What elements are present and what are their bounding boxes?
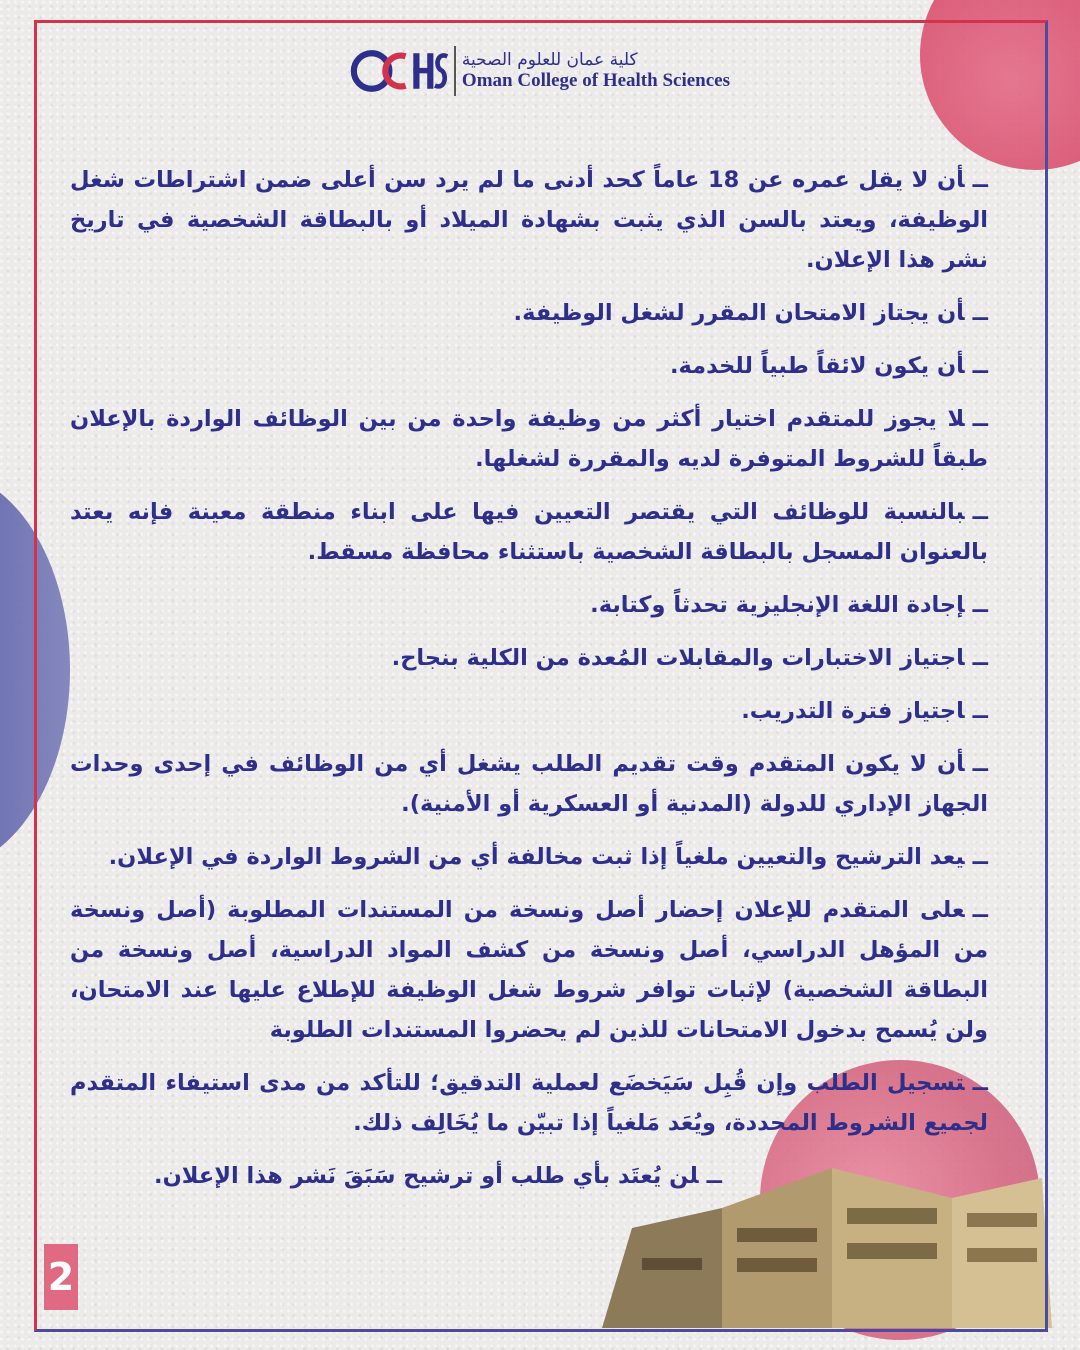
condition-item: ــاجتياز فترة التدريب.	[741, 698, 988, 724]
condition-text: لا يجوز للمتقدم اختيار أكثر من وظيفة واحدة من بين الوظائف الواردة بالإعلان طبقاً للشروط المتوفرة لديه والمقررة لشغلها.	[70, 406, 988, 472]
condition-item: ــبالنسبة للوظائف التي يقتصر التعيين فيها على ابناء منطقة معينة فإنه يعتد بالعنوان المسجل بالبطاقة الشخصية باستثناء محافظة مسقط.	[70, 499, 988, 565]
condition-text: تسجيل الطلب وإن قُبِل سَيَخضَع لعملية التدقيق؛ للتأكد من مدى استيفاء المتقدم لجميع الشروط المحددة، ويُعَد مَلغياً إذا تبيّن ما يُخَالِف ذلك.	[70, 1070, 988, 1136]
logo-separator	[454, 46, 456, 96]
condition-item: ــلا يجوز للمتقدم اختيار أكثر من وظيفة واحدة من بين الوظائف الواردة بالإعلان طبقاً للشروط المتوفرة لديه والمقررة لشغلها.	[70, 406, 988, 472]
condition-item: ــإجادة اللغة الإنجليزية تحدثاً وكتابة.	[590, 592, 988, 618]
decor-circle-left	[0, 470, 70, 870]
condition-item: ــلن يُعتَد بأي طلب أو ترشيح سَبَقَ نَشر هذا الإعلان.	[154, 1163, 722, 1189]
condition-text: أن لا يكون المتقدم وقت تقديم الطلب يشغل أي من الوظائف في إحدى وحدات الجهاز الإداري للدولة (المدنية أو العسكرية أو الأمنية).	[70, 751, 988, 817]
ochs-logo-mark	[350, 40, 450, 102]
condition-item: ــاجتياز الاختبارات والمقابلات المُعدة من الكلية بنجاح.	[391, 645, 988, 671]
condition-text: على المتقدم للإعلان إحضار أصل ونسخة من المستندات المطلوبة (أصل ونسخة من المؤهل الدراسي، أصل ونسخة من كشف المواد الدراسية، أصل ونسخة من البطاقة الشخصية) لإثبات توافر شروط شغل الوظيفة للإطلاع عليها عند الامتحان، ولن يُسمح بدخول الامتحانات للذين لم يحضروا المستندات الطلوبة	[70, 897, 988, 1043]
condition-item: ــتسجيل الطلب وإن قُبِل سَيَخضَع لعملية التدقيق؛ للتأكد من مدى استيفاء المتقدم لجميع الشروط المحددة، ويُعَد مَلغياً إذا تبيّن ما يُخَالِف ذلك.	[70, 1070, 988, 1136]
college-logo	[350, 40, 730, 102]
decor-circle-top-right	[920, 0, 1080, 170]
condition-item: ــأن لا يكون المتقدم وقت تقديم الطلب يشغل أي من الوظائف في إحدى وحدات الجهاز الإداري للدولة (المدنية أو العسكرية أو الأمنية).	[70, 751, 988, 817]
condition-item: ــأن لا يقل عمره عن 18 عاماً كحد أدنى ما لم يرد سن أعلى ضمن اشتراطات شغل الوظيفة، ويعتد بالسن الذي يثبت بشهادة الميلاد أو بالبطاقة الشخصية في تاريخ نشر هذا الإعلان.	[70, 167, 988, 273]
logo-name-arabic: كلية عمان للعلوم الصحية	[461, 50, 638, 70]
condition-text: اجتياز الاختبارات والمقابلات المُعدة من الكلية بنجاح.	[391, 645, 965, 671]
condition-text: يعد الترشيح والتعيين ملغياً إذا ثبت مخالفة أي من الشروط الواردة في الإعلان.	[108, 844, 965, 870]
condition-text: أن يكون لائقاً طبياً للخدمة.	[669, 353, 965, 379]
logo-name-english: Oman College of Health Sciences	[461, 70, 730, 91]
condition-text: بالنسبة للوظائف التي يقتصر التعيين فيها على ابناء منطقة معينة فإنه يعتد بالعنوان المسجل بالبطاقة الشخصية باستثناء محافظة مسقط.	[70, 499, 988, 565]
condition-text: أن يجتاز الامتحان المقرر لشغل الوظيفة.	[513, 300, 965, 326]
page-number: 2	[44, 1244, 78, 1310]
condition-item: ــيعد الترشيح والتعيين ملغياً إذا ثبت مخالفة أي من الشروط الواردة في الإعلان.	[108, 844, 988, 870]
condition-item: ــعلى المتقدم للإعلان إحضار أصل ونسخة من المستندات المطلوبة (أصل ونسخة من المؤهل الدراسي، أصل ونسخة من كشف المواد الدراسية، أصل ونسخة من البطاقة الشخصية) لإثبات توافر شروط شغل الوظيفة للإطلاع عليها عند الامتحان، ولن يُسمح بدخول الامتحانات للذين لم يحضروا المستندات الطلوبة	[70, 897, 988, 1043]
condition-text: لن يُعتَد بأي طلب أو ترشيح سَبَقَ نَشر هذا الإعلان.	[154, 1163, 699, 1189]
condition-item: ــأن يجتاز الامتحان المقرر لشغل الوظيفة.	[513, 300, 988, 326]
condition-item: ــأن يكون لائقاً طبياً للخدمة.	[669, 353, 988, 379]
condition-text: اجتياز فترة التدريب.	[741, 698, 965, 724]
conditions-list	[70, 160, 992, 1209]
condition-text: أن لا يقل عمره عن 18 عاماً كحد أدنى ما لم يرد سن أعلى ضمن اشتراطات شغل الوظيفة، ويعتد بالسن الذي يثبت بشهادة الميلاد أو بالبطاقة الشخصية في تاريخ نشر هذا الإعلان.	[70, 167, 988, 273]
condition-text: إجادة اللغة الإنجليزية تحدثاً وكتابة.	[590, 592, 965, 618]
